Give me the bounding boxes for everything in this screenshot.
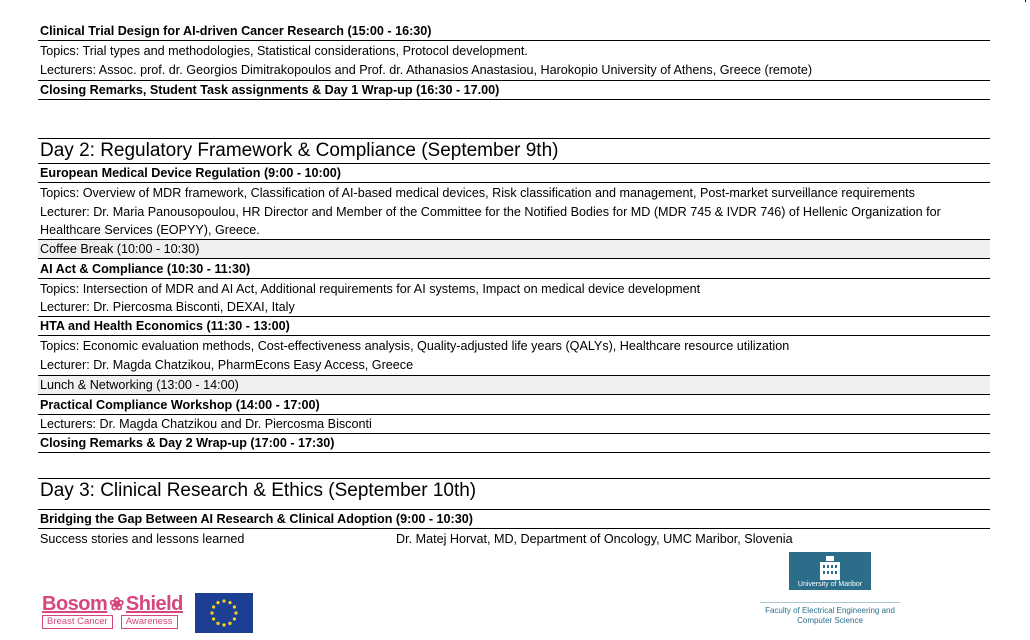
logo-word-bosom: Bosom [42, 593, 108, 615]
session-title-hta: HTA and Health Economics (11:30 - 13:00) [38, 317, 990, 336]
session-topics: Topics: Economic evaluation methods, Cost-effectiveness analysis, Quality-adjusted life years (QALYs), Healthcare resource utilization [40, 339, 790, 353]
session-lecturer: Lecturer: Dr. Piercosma Bisconti, DEXAI, Italy [38, 298, 990, 317]
closing-remarks-day2: Closing Remarks & Day 2 Wrap-up (17:00 - 17:30) [38, 434, 990, 453]
logo-tag-breast-cancer: Breast Cancer [42, 615, 113, 629]
university-building-icon [789, 552, 871, 590]
session-title-workshop: Practical Compliance Workshop (14:00 - 17:00) [38, 396, 990, 415]
session-lecturers: Lecturers: Dr. Magda Chatzikou and Dr. Piercosma Bisconti [38, 415, 990, 434]
session-lecturers: Lecturers: Assoc. prof. dr. Georgios Dimitrakopoulos and Prof. dr. Athanasios Anastasiou, Harokopio University of Athens, Greece (remote) [40, 63, 813, 77]
bosom-shield-logo [42, 594, 183, 629]
logo-word-shield: Shield [125, 593, 183, 615]
day2-heading: Day 2: Regulatory Framework & Compliance (September 9th) [38, 138, 990, 163]
pink-ribbon-icon: ❀ [109, 594, 124, 614]
eu-flag-icon [195, 593, 253, 633]
session-topics: Topics: Intersection of MDR and AI Act, Additional requirements for AI systems, Impact on medical device development [40, 282, 701, 296]
session-topics: Topics: Trial types and methodologies, Statistical considerations, Protocol development. [40, 44, 528, 58]
session-topics: Topics: Overview of MDR framework, Classification of AI-based medical devices, Risk classification and management, Post-market surveillance requirements [40, 186, 915, 200]
session-lecturer: Lecturer: Dr. Magda Chatzikou, PharmEcons Easy Access, Greece [40, 358, 414, 372]
session-title-bridging-gap: Bridging the Gap Between AI Research & Clinical Adoption (9:00 - 10:30) [38, 509, 990, 529]
logo-tag-awareness: Awareness [121, 615, 178, 629]
university-name: University of Maribor [797, 581, 863, 588]
session-lecturer: Dr. Matej Horvat, MD, Department of Oncology, UMC Maribor, Slovenia [396, 532, 793, 546]
university-of-maribor-logo [760, 552, 900, 626]
closing-remarks-day1: Closing Remarks, Student Task assignments & Day 1 Wrap-up (16:30 - 17.00) [38, 80, 990, 100]
day3-heading: Day 3: Clinical Research & Ethics (September 10th) [38, 478, 990, 503]
page-corner-mark [1019, 0, 1026, 2]
session-title-mdr: European Medical Device Regulation (9:00 - 10:00) [38, 163, 990, 183]
session-topic: Success stories and lessons learned [40, 532, 245, 546]
coffee-break: Coffee Break (10:00 - 10:30) [38, 239, 990, 259]
lunch-networking: Lunch & Networking (13:00 - 14:00) [38, 375, 990, 395]
faculty-name: Faculty of Electrical Engineering and Computer Science [760, 602, 900, 626]
session-title-clinical-trial: Clinical Trial Design for AI-driven Cancer Research (15:00 - 16:30) [38, 22, 990, 41]
session-title-ai-act: AI Act & Compliance (10:30 - 11:30) [38, 260, 990, 279]
session-lecturer: Lecturer: Dr. Maria Panousopoulou, HR Director and Member of the Committee for the Notified Bodies for MD (MDR 745 & IVDR 746) of Hellenic Organization for Healthcare Services (EOPYY), Greece. [40, 205, 941, 237]
